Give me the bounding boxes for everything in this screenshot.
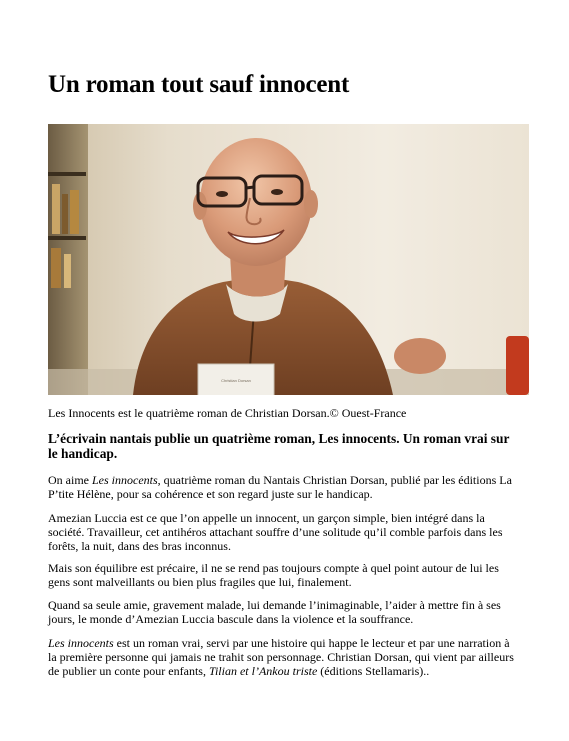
article-title: Un roman tout sauf innocent [48, 71, 350, 98]
paragraph-5-text-a: est un roman vrai, servi par une histoire qui happe le lecteur et par une narration à la première personne qui jamais ne trahit son personnage. Christian Dorsan, qui vient par ailleurs de publier un conte pour enfants, [48, 636, 514, 678]
paragraph-4: Quand sa seule amie, gravement malade, lui demande l’inimaginable, l’aider à mettre fin à ses jours, le monde d’Amezian Luccia bascule dans la violence et la souffrance. [48, 598, 501, 626]
paragraph-1-book-title: Les innocents [92, 473, 158, 487]
paragraph-5-text-b: (éditions Stellamaris).. [317, 664, 430, 678]
photo-caption: Les Innocents est le quatrième roman de Christian Dorsan.© Ouest-France [48, 406, 407, 420]
book-cover [198, 364, 274, 395]
article-photo [48, 124, 529, 395]
book-cover-text: Christian Dorsan [221, 378, 251, 383]
paragraph-1-text-b: , quatrième roman du Nantais Christian Dorsan, publié par les éditions La P’tite Hélène, pour sa cohérence et son regard juste sur le handicap. [48, 473, 512, 501]
paragraph-3: Mais son équilibre est précaire, il ne se rend pas toujours compte à quel point autour de lui les gens sont malveillants ou bien plus fragiles que lui, finalement. [48, 561, 499, 589]
paragraph-5-tale-title: Tilian et l’Ankou triste [208, 664, 318, 678]
article-lead: L’écrivain nantais publie un quatrième roman, Les innocents. Un roman vrai sur le handicap. [48, 431, 510, 461]
paragraph-5 [48, 636, 518, 678]
paragraph-1 [48, 473, 518, 501]
paragraph-5-book-title: Les innocents [48, 636, 114, 650]
paragraph-1-text-a: On aime [48, 473, 92, 487]
paragraph-2: Amezian Luccia est ce que l’on appelle un innocent, un garçon simple, bien intégré dans la société. Travailleur, cet antihéros attachant souffre d’une solitude qu’il comble parfois dans les forêts, la nuit, dans des bras inconnus. [48, 511, 503, 553]
